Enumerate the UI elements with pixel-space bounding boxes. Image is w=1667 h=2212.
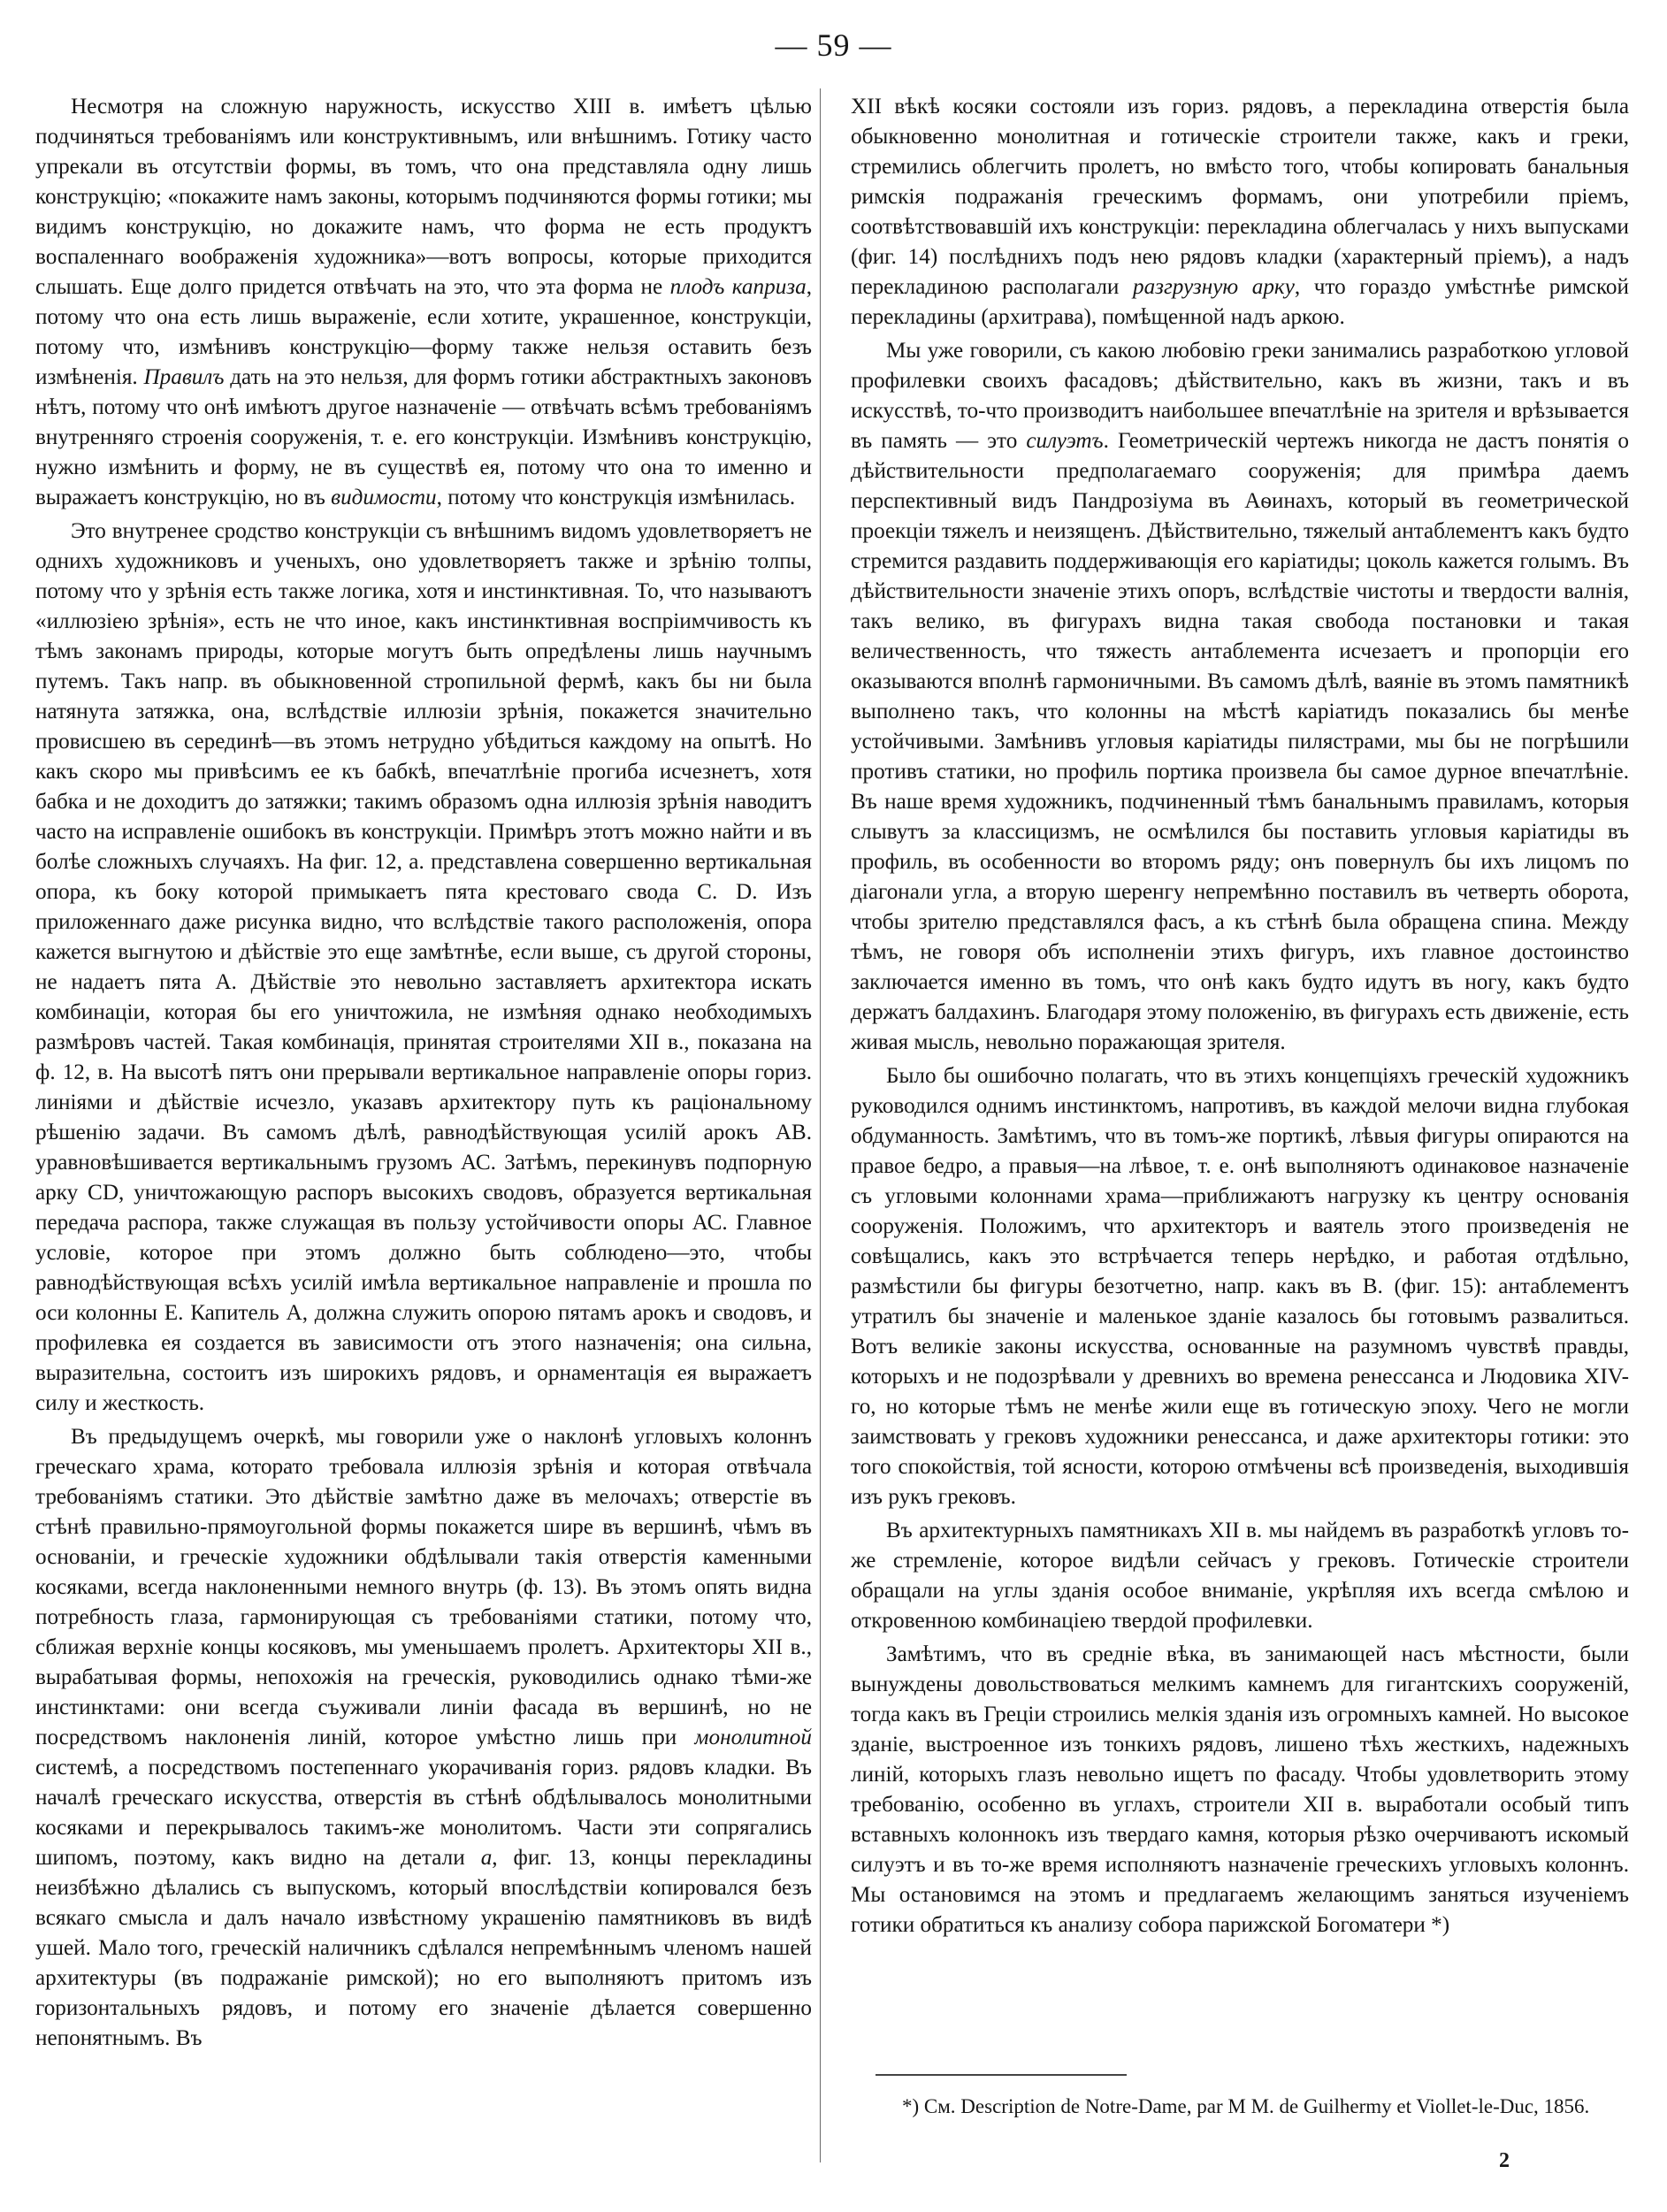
text-run: XII вѣкѣ косяки состояли изъ гориз. рядовъ, а перекладина отверстія была обыкновенно монолитная и готическіе строители также, какъ и греки, стремились облегчить пролетъ, но вмѣсто того, чтобы копировать банальныя римскія подражанія греческимъ формамъ, они употребили пріемъ, соотвѣтствовавшій ихъ конструкціи: перекладина облегчалась у нихъ выпусками (фиг. 14) послѣднихъ подъ нею рядовъ кладки (характерный пріемъ), а надъ перекладиною располагали	[851, 95, 1629, 299]
page-number: — 59 —	[775, 27, 892, 63]
footnote-text: *) См. Description de Notre-Dame, par M M. de Guilhermy et Viollet-le-Duc, 1856.	[902, 2095, 1590, 2117]
left-column	[35, 92, 812, 2057]
italic-phrase: видимости	[331, 486, 437, 509]
paragraph	[851, 92, 1629, 333]
text-run: Въ архитектурныхъ памятникахъ XII в. мы найдемъ въ разработкѣ угловъ то-же стремленіе, которое видѣли сейчасъ у грековъ. Готическіе строители обращали на углы зданія особое вниманіе, укрѣпляя ихъ всегда смѣлою и откровенною комбинаціею твердой профилевки.	[851, 1519, 1629, 1633]
italic-phrase: разгрузную арку	[1132, 275, 1295, 299]
text-run: Замѣтимъ, что въ средніе вѣка, въ занимающей насъ мѣстности, были вынуждены довольствоваться мелкимъ камнемъ для гигантскихъ сооруженій, тогда какъ въ Греціи строились мелкія зданія изъ огромныхъ камней. Но высокое зданіе, выстроенное изъ тонкихъ рядовъ, лишено тѣхъ жесткихъ, надежныхъ линій, которыхъ глазъ невольно ищетъ по фасаду. Чтобы удовлетворить этому требованію, особенно въ углахъ, строители XII в. выработали особый типъ вставныхъ колоннокъ изъ твердаго камня, которыя рѣзко очерчиваютъ искомый силуэтъ и въ то-же время исполняютъ назначеніе греческихъ угловыхъ колоннъ. Мы остановимся на этомъ и предлагаемъ желающимъ заняться изученіемъ готики обратиться къ анализу собора парижской Богоматери *)	[851, 1642, 1629, 1937]
italic-phrase: монолитной	[694, 1726, 812, 1749]
paragraph	[851, 336, 1629, 1058]
italic-phrase: силуэтъ	[1026, 429, 1104, 453]
paragraph	[35, 92, 812, 513]
footnote-rule	[876, 2074, 1127, 2076]
text-run: Мы уже говорили, съ какою любовію греки занимались разработкою угловой профилевки своихъ фасадовъ; дѣйствительно, какъ въ жизни, такъ и въ искусствѣ, то-что производитъ наибольшее впечатлѣніе на зрителя и врѣзывается въ память — это	[851, 339, 1629, 453]
paragraph	[851, 1061, 1629, 1512]
text-run: . Геометрическій чертежъ никогда не дастъ понятія о дѣйствительности предполагаемаго сооруженія; для примѣра даемъ перспективный видъ Пандрозіума въ Аѳинахъ, который въ геометрической проекціи тяжелъ и неизященъ. Дѣйствительно, тяжелый антаблементъ какъ будто стремится раздавить поддерживающія его каріатиды; цоколь кажется голымъ. Въ дѣйствительности значеніе этихъ опоръ, вслѣдствіе чистоты и твердости валнія, такъ велико, въ фигурахъ видна такая свобода постановки и такая величественность, что тяжесть антаблемента исчезаетъ и пропорціи его оказываются вполнѣ гармоничными. Въ самомъ дѣлѣ, ваяніе въ этомъ памятникѣ выполнено такъ, что колонны на мѣстѣ каріатидъ показались бы менѣе устойчивыми. Замѣнивъ угловыя каріатиды пилястрами, мы бы не погрѣшили противъ статики, но профиль портика произвела бы самое дурное впечатлѣніе. Въ наше время художникъ, подчиненный тѣмъ банальнымъ правиламъ, которыя слывутъ за классицизмъ, не осмѣлился бы поставить угловыя каріатиды въ профиль, въ особенности во второмъ ряду; онъ повернулъ бы ихъ лицомъ по діагонали угла, а вторую шеренгу непремѣнно поставилъ въ четверть оборота, чтобы зрителю представлялся фасъ, а къ стѣнѣ была обращена спина. Между тѣмъ, не говоря объ исполненіи этихъ фигуръ, ихъ главное достоинство заключается именно въ томъ, что онѣ какъ будто идутъ въ ногу, какъ будто держатъ балдахинъ. Благодаря этому положенію, въ фигурахъ есть движеніе, есть живая мысль, невольно поражающая зрителя.	[851, 429, 1630, 1054]
text-run: , потому что она есть лишь выраженіе, если хотите, украшенное, конструкціи, потому что, измѣнивъ конструкцію—форму также нельзя оставить безъ измѣненія.	[35, 275, 813, 389]
footnote	[851, 2092, 1629, 2121]
paragraph	[851, 1516, 1629, 1636]
paragraph	[35, 517, 812, 1419]
italic-phrase: а	[480, 1846, 493, 1870]
text-run: системѣ, а посредствомъ постепеннаго укорачиванія гориз. рядовъ кладки. Въ началѣ греческаго искусства, отверстія въ стѣнѣ обдѣлывалось монолитными косяками и перекрывалось такимъ-же монолитомъ. Части эти сопрягались шипомъ, поэтому, какъ видно на детали	[35, 1756, 812, 1870]
text-run: , что гораздо умѣстнѣе римской перекладины (архитрава), помѣщенной надъ аркою.	[851, 275, 1630, 329]
text-run: , потому что конструкція измѣнилась.	[436, 486, 796, 509]
text-run: дать на это нельзя, для формъ готики абстрактныхъ законовъ нѣтъ, потому что онѣ имѣютъ другое назначеніе — отвѣчать всѣмъ требованіямъ внутренняго строенія сооруженія, т. е. его конструкціи. Измѣнивъ конструкцію, нужно измѣнить и форму, не въ существѣ ея, потому что она то именно и выражаетъ конструкцію, но въ	[35, 365, 812, 509]
paragraph	[35, 1422, 812, 2054]
paragraph	[851, 1640, 1629, 1940]
printer-signature: 2	[1499, 2149, 1510, 2172]
text-run: Было бы ошибочно полагать, что въ этихъ концепціяхъ греческій художникъ руководился однимъ инстинктомъ, напротивъ, въ каждой мелочи видна глубокая обдуманность. Замѣтимъ, что въ томъ-же портикѣ, лѣвыя фигуры опираются на правое бедро, а правыя—на лѣвое, т. е. онѣ выполняютъ одинаковое назначеніе съ угловыми колоннами храма—приближаютъ нагрузку къ центру основанія сооруженія. Положимъ, что архитекторъ и ваятель этого произведенія не совѣщались, какъ это встрѣчается теперь нерѣдко, и работая отдѣльно, размѣстили бы фигуры безотчетно, напр. какъ въ В. (фиг. 15): антаблементъ утратилъ бы значеніе и маленькое зданіе казалось бы готовымъ развалиться. Вотъ великіе законы искусства, основанные на разумномъ чувствѣ правды, которыхъ и не подозрѣвали у древнихъ во времена ренессанса и Людовика XIV-го, но которые тѣмъ не менѣе жили еще въ готическую эпоху. Чего не могли заимствовать у грековъ художники ренессанса, и даже архитекторы готики: это того спокойствія, той ясности, которою отмѣчены всѣ произведенія, выходившія изъ рукъ грековъ.	[851, 1064, 1629, 1509]
text-run: Это внутренее сродство конструкціи съ внѣшнимъ видомъ удовлетворяетъ не однихъ художниковъ и ученыхъ, оно удовлетворяетъ также и зрѣнію толпы, потому что у зрѣнія есть также логика, хотя и инстинктивная. То, что называютъ «иллюзіею зрѣнія», есть не что иное, какъ инстинктивная воспріимчивость къ тѣмъ законамъ природы, которые могутъ быть опредѣлены лишь научнымъ путемъ. Такъ напр. въ обыкновенной стропильной фермѣ, какъ бы ни была натянута затяжка, она, вслѣдствіе иллюзіи зрѣнія, покажется значительно провисшею въ серединѣ—въ этомъ нетрудно убѣдиться каждому на опытѣ. Но какъ скоро мы привѣсимъ ее къ бабкѣ, впечатлѣніе прогиба исчезнетъ, хотя бабка и не доходитъ до затяжки; такимъ образомъ одна иллюзія зрѣнія наводитъ часто на исправленіе ошибокъ въ конструкціи. Примѣръ этотъ можно найти и въ болѣе сложныхъ случаяхъ. На фиг. 12, а. представлена совершенно вертикальная опора, къ боку которой примыкаетъ пята крестоваго свода С. D. Изъ приложеннаго даже рисунка видно, что вслѣдствіе такого расположенія, опора кажется выгнутою и дѣйствіе это еще замѣтнѣе, если выше, съ другой стороны, не надаетъ пята А. Дѣйствіе это невольно заставляетъ архитектора искать комбинаціи, которая бы его уничтожила, не измѣняя однако необходимыхъ размѣровъ частей. Такая комбинація, принятая строителями XII в., показана на ф. 12, в. На высотѣ пятъ они прерывали вертикальное направленіе опоры гориз. линіями и дѣйствіе исчезло, указавъ архитектору путь къ раціональному рѣшенію задачи. Въ самомъ дѣлѣ, равнодѣйствующая усилій арокъ АВ. уравновѣшивается вертикальнымъ грузомъ АС. Затѣмъ, перекинувъ подпорную арку CD, уничтожающую распоръ высокихъ сводовъ, образуется вертикальная передача распора, также служащая въ пользу устойчивости опоры АС. Главное условіе, которое при этомъ должно быть соблюдено—это, чтобы равнодѣйствующая всѣхъ усилій имѣла вертикальное направленіе и прошла по оси колонны Е. Капитель А, должна служить опорою пятамъ арокъ и сводовъ, и профилевка ея создается въ зависимости отъ этого назначенія; она сильна, выразительна, состоитъ изъ широкихъ рядовъ, и орнаментація ея выражаетъ силу и жесткость.	[35, 519, 812, 1415]
text-run: Несмотря на сложную наружность, искусство XIII в. имѣетъ цѣлью подчиняться требованіямъ или конструктивнымъ, или внѣшнимъ. Готику часто упрекали въ отсутствіи формы, въ томъ, что она представляла одну лишь конструкцію; «покажите намъ законы, которымъ подчиняются формы готики; мы видимъ конструкцію, но докажите намъ, что форма не есть продуктъ воспаленнаго воображенія художника»—вотъ вопросы, которые приходится слышать. Еще долго придется отвѣчать на это, что эта форма не	[35, 95, 812, 299]
column-divider	[820, 88, 821, 2162]
text-run: , фиг. 13, концы перекладины неизбѣжно дѣлались съ выпускомъ, который впослѣдствіи копировался безъ всякаго смысла и далъ начало извѣстному украшенію памятниковъ въ видѣ ушей. Мало того, греческій наличникъ сдѣлался непремѣннымъ членомъ нашей архитектуры (въ подражаніе римской); но его выполняютъ притомъ изъ горизонтальныхъ рядовъ, и потому его значеніе дѣлается совершенно непонятнымъ. Въ	[35, 1846, 812, 2050]
italic-phrase: плодъ каприза	[669, 275, 807, 299]
italic-phrase: Правилъ	[143, 365, 225, 389]
text-run: Въ предыдущемъ очеркѣ, мы говорили уже о наклонѣ угловыхъ колоннъ греческаго храма, которато требовала иллюзія зрѣнія и которая отвѣчала требованіямъ статики. Это дѣйствіе замѣтно даже въ мелочахъ; отверстіе въ стѣнѣ правильно-прямоугольной формы покажется шире въ вершинѣ, чѣмъ въ основаніи, и греческіе художники обдѣлывали такія отверстія каменными косяками, всегда наклоненными немного внутрь (ф. 13). Въ этомъ опять видна потребность глаза, гармонирующая съ требованіями статики, потому что, сближая верхніе концы косяковъ, мы уменьшаемъ пролетъ. Архитекторы XII в., вырабатывая формы, непохожія на греческія, руководились однако тѣми-же инстинктами: они всегда съуживали линіи фасада въ вершинѣ, но не посредствомъ наклоненія линій, которое умѣстно лишь при	[35, 1425, 812, 1749]
right-column	[851, 92, 1629, 1944]
